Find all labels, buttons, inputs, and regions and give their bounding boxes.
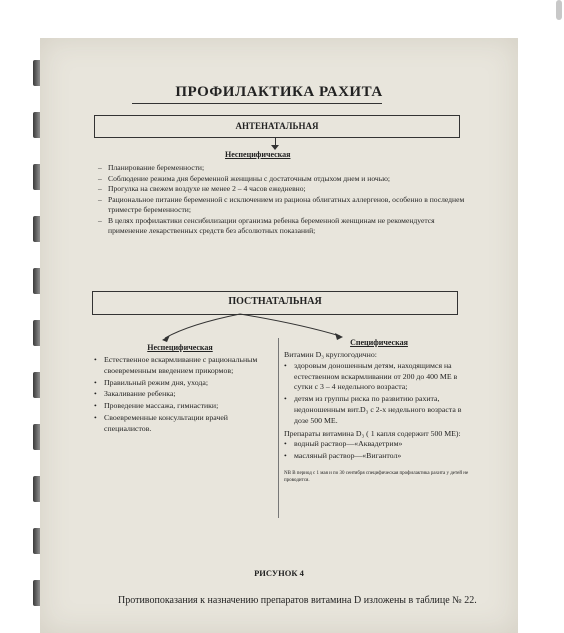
list-item: • Проведение массажа, гимнастики; [94,401,266,412]
list-item: • масляный раствор—«Вигантол» [284,451,474,462]
list-item: • водный раствор—«Аквадетрим» [284,439,474,450]
list-item: • Естественное вскармливание с рациональным своевременным введением прикормов; [94,355,266,377]
list-item: – Рациональное питание беременной с исключением из рациона облигатных аллергенов, особенно в последнем триместре беременности; [98,195,470,216]
list-item: – Соблюдение режима дня беременной женщины с достаточным отдыхом днем и ночью; [98,174,470,185]
list-item: – Планирование беременности; [98,163,470,174]
document-page [40,38,518,633]
list-item: • Закаливание ребенка; [94,389,266,400]
list-item: • детям из группы риска по развитию рахита, недоношенным вит.D₃ с 2-х недельного возраста в дозе 500 МЕ. [284,394,474,426]
postnatal-box: ПОСТНАТАЛЬНАЯ [92,291,458,315]
page-title: ПРОФИЛАКТИКА РАХИТА [175,84,383,100]
postnatal-nonspecific-heading: Неспецифическая [147,343,213,352]
footer-text: Противопоказания к назначению препаратов витамина D изложены в таблице № 22. [118,595,477,606]
specific-intro: Витамин D₃ круглогодично: [284,350,377,359]
figure-label: РИСУНОК 4 [254,568,304,578]
scrollbar[interactable] [556,0,562,20]
list-item: • Своевременные консультации врачей специалистов. [94,413,266,435]
postnatal-nonspecific [94,343,266,436]
preparations-list [284,439,474,462]
column-divider [278,338,279,518]
postnatal-nonspecific-list [94,355,266,435]
branch-arrows [40,38,518,358]
nb-note: NB В период с 1 мая и по 30 сентября специфическая профилактика рахита у детей не проводится. [284,470,469,483]
preparations-intro: Препараты витамина D₃ ( 1 капля содержит 500 МЕ): [284,428,461,438]
antenatal-nonspecific-heading: Неспецифическая [225,150,291,159]
list-item: • Правильный режим дня, ухода; [94,378,266,389]
postnatal-specific-heading: Специфическая [350,338,408,347]
postnatal-specific [284,338,474,484]
list-item: – В целях профилактики сенсибилизации организма ребенка беременной женщинам не рекомендуется применение лекарственных средств без абсолютных показаний; [98,216,470,237]
list-item: • здоровым доношенным детям, находящимся на естественном вскармливании от 200 до 400 МЕ в сутки с 3 – 4 недельного возраста; [284,361,474,393]
specific-list [284,361,474,427]
list-item: – Прогулка на свежем воздухе не менее 2 – 4 часов ежедневно; [98,184,470,195]
antenatal-box: АНТЕНАТАЛЬНАЯ [94,115,460,138]
